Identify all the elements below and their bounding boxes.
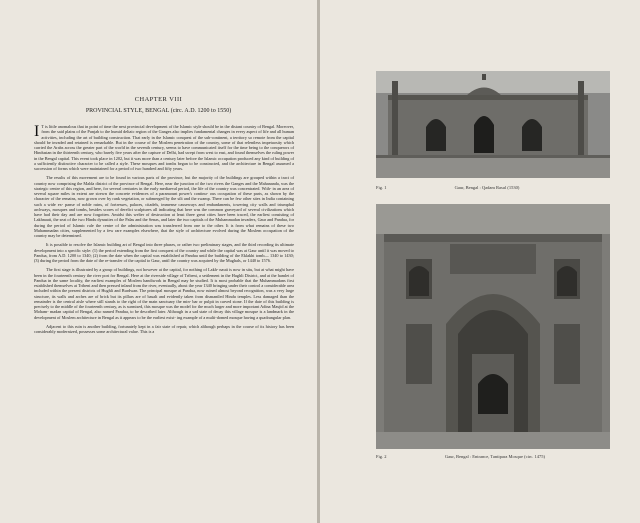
- chapter-subtitle: PROVINCIAL STYLE, BENGAL (circ. A.D. 1200 to 1550): [85, 108, 232, 114]
- left-page: [0, 0, 317, 523]
- photo-qadam-rasul: [376, 71, 610, 178]
- body-text: [34, 124, 294, 334]
- photo-tantipara-mosque: [376, 204, 610, 449]
- paragraph-1: [34, 124, 294, 171]
- paragraph-4: The first stage is illustrated by a group of buildings, not however at the capital, for nothing of Lakh- nauti is now in situ, but at what might have been in the fourteenth century the river port for Bengal. Here at the riverside village of Tribeni, a settlement in the Hughli District, and at the hamlet of Pandua in the same locality, the earliest examples of Moslem handiwork in Bengal may be studied. It is most probable that the Muhammadans first established themselves at Tribeni and then pressed inland from the river, eventually, about the year 1340 bringing under their control a considerable area included within the present districts of Hughli and Burdwan. The principal mosque at Pandua, now ruined almost beyond recognition, was a very large structure, its walls and arches are of brick but its pillars are of basalt and evidently taken from dismantled Hindu temples. Less damaged than the remainder is the central aisle where still stands to the right of the main sanctuary the min- bar or pulpit in carved stone. If the date of this building is precisely to the middle of the fourteenth century, as is surmised, this mosque was the model for the much larger and more important Adina Masjid at the Moham- madan capital of Bengal, also named Pandua, to be described later. Although in a sad state of decay this village mosque is a landmark in the development of Moslem architecture in Bengal as it appears to be the earliest exist- ing example of a multi-domed mosque having a quadrangular plan.: [34, 267, 294, 320]
- right-page: [320, 0, 640, 523]
- drop-cap: I: [34, 123, 40, 140]
- fig-1-label: Fig. 1: [376, 185, 387, 190]
- paragraph-3: It is possible to resolve the Islamic building art of Bengal into three phases, or rather two preliminary stages, and the third recording its ultimate development into a specific style: (1) the period extending from the first conquest of the country and while the capital was at Gaur until it was moved to Pandua, from A.D. 1200 to 1340; (2) from the date when the capital was established at Pandua until the building of the Eklakhi tomb— 1340 to 1430; (3) during the period from the date of the re-transfer of the capital to Gaur, until the country was acquired by the Mughals, or 1440 to 1576.: [34, 242, 294, 263]
- paragraph-2: The results of this movement are to be found in various parts of the province, but the majority of the buildings are grouped within a tract of country now comprising the Malda district of the province of Bengal. Here, near the junction of the two rivers the Ganges and the Mahananda, was the strategic centre of this region, and here, for several centuries in the early mediaeval period, the life of the country was concentrated. With- in an area of several square miles in extent are strewn the concrete evidences of a paramount power's continu- ous occupation of these parts, as shown by the character of the remains, now grown over by rank vegetation, or submerged by the silt and the swamp. There can be few other sites in India containing such a wide ex- panse of noble ruins, of fortresses, palaces, citadels, immense causeways and embankments, towering city walls and triumphal archways, mosques and tombs, besides scores of derelict sculptures all indicating that here was the common graveyard of several civilizations which have had their day and are now forgotten. Amidst this welter of destruction at least three great cities have been traced, the earliest consisting of Lakhnauti, the seat of the two Hindu dynasties of the Palas and the Senas, and later the two capitals of the Muhammadan invaders, Gaur and Pandua, for during the period of Islamic rule the centre of the administration was transferred from one to the other. It is from what remains of these two Muhammadan cities, supplemented by a few rare examples elsewhere, that the style of architecture evolved during the Moslem occupation of the country may be determined.: [34, 175, 294, 238]
- fig-2-caption: Gaur, Bengal : Entrance, Tantipara Mosque (circ. 1475): [444, 454, 546, 459]
- fig-1-caption: Gaur, Bengal : Qadam Rasul (1530): [454, 185, 520, 190]
- fig-2-label: Fig. 2: [376, 454, 387, 459]
- paragraph-5: Adjacent to this ruin is another building, fortunately kept in a fair state of repair, which although perhaps in the course of its history has been considerably modernized, possesses some architectural value. This is a: [34, 323, 294, 334]
- paragraph-text: T is little anomalous that in point of time the next provincial development of the Islamic style should be in the distant country of Bengal. Moreover, from the said plains of the Punjab to the humid deltaic region of the Ganges also implies fundamental changes in every aspect of life and all human activities, including the art of building construction. That early in the Islamic conquest of the sub-continent, a territory so remote from the capital should be invaded and retained is remarkable. But in the course of the Moslem penetration of the country, some of that relentless impetuosity which carried the Arabs across the greater part of the world in the seventh century, seems to have communicated itself for the time being to the conquerors of Hindustan in the thirteenth century, who barely five years after the capture of Delhi, had swept from west to east, and found themselves the ruling power in the Bengal capital. This event took place in 1202, but it was more than a century later before the Islamic occupation produced any kind of building of a sufficiently distinctive character to be called a style. These mosques and tombs began to be constructed, and the architecture in Bengal assumed a succession of forms which were maintained for a period of two hundred and fifty years.: [34, 124, 294, 171]
- chapter-heading: CHAPTER VIII: [134, 96, 183, 103]
